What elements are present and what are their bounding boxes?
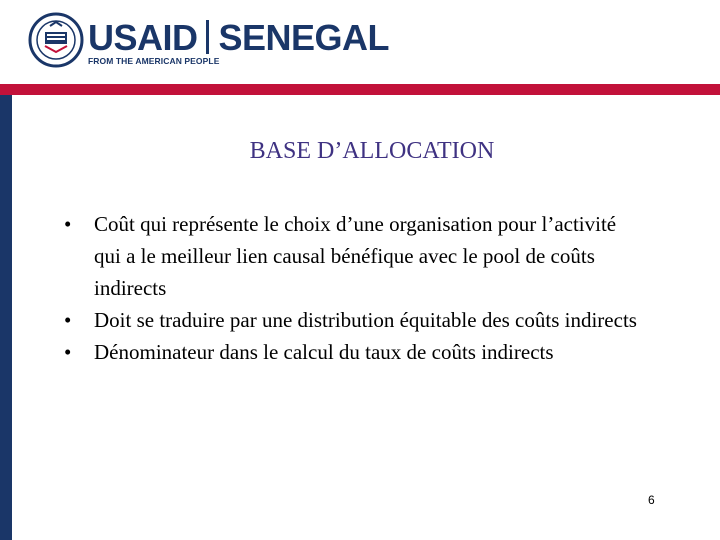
header-red-bar — [0, 84, 720, 95]
bullet-item — [64, 208, 644, 304]
logo-tagline: FROM THE AMERICAN PEOPLE — [88, 56, 220, 66]
logo-separator — [206, 20, 209, 54]
bullet-item — [64, 336, 644, 368]
usaid-wordmark: USAID — [88, 17, 198, 58]
bullet-text: Dénominateur dans le calcul du taux de coûts indirects — [94, 340, 554, 364]
bullet-text: Coût qui représente le choix d’une organisation pour l’activité qui a le meilleur lien causal bénéfique avec le pool de coûts indirects — [94, 212, 617, 300]
usaid-seal-icon — [28, 12, 84, 68]
bullet-dot: • — [64, 212, 72, 236]
header — [0, 0, 720, 84]
bullet-item — [64, 304, 644, 336]
page-number: 6 — [648, 493, 655, 507]
bullet-list — [64, 208, 644, 368]
slide-title: BASE D’ALLOCATION — [249, 138, 495, 164]
bullet-text: Doit se traduire par une distribution équitable des coûts indirects — [94, 308, 637, 332]
left-blue-bar — [0, 95, 12, 540]
country-name: SENEGAL — [218, 17, 390, 58]
usaid-senegal-logo — [88, 18, 389, 70]
bullet-dot: • — [64, 340, 72, 364]
bullet-dot: • — [64, 308, 72, 332]
